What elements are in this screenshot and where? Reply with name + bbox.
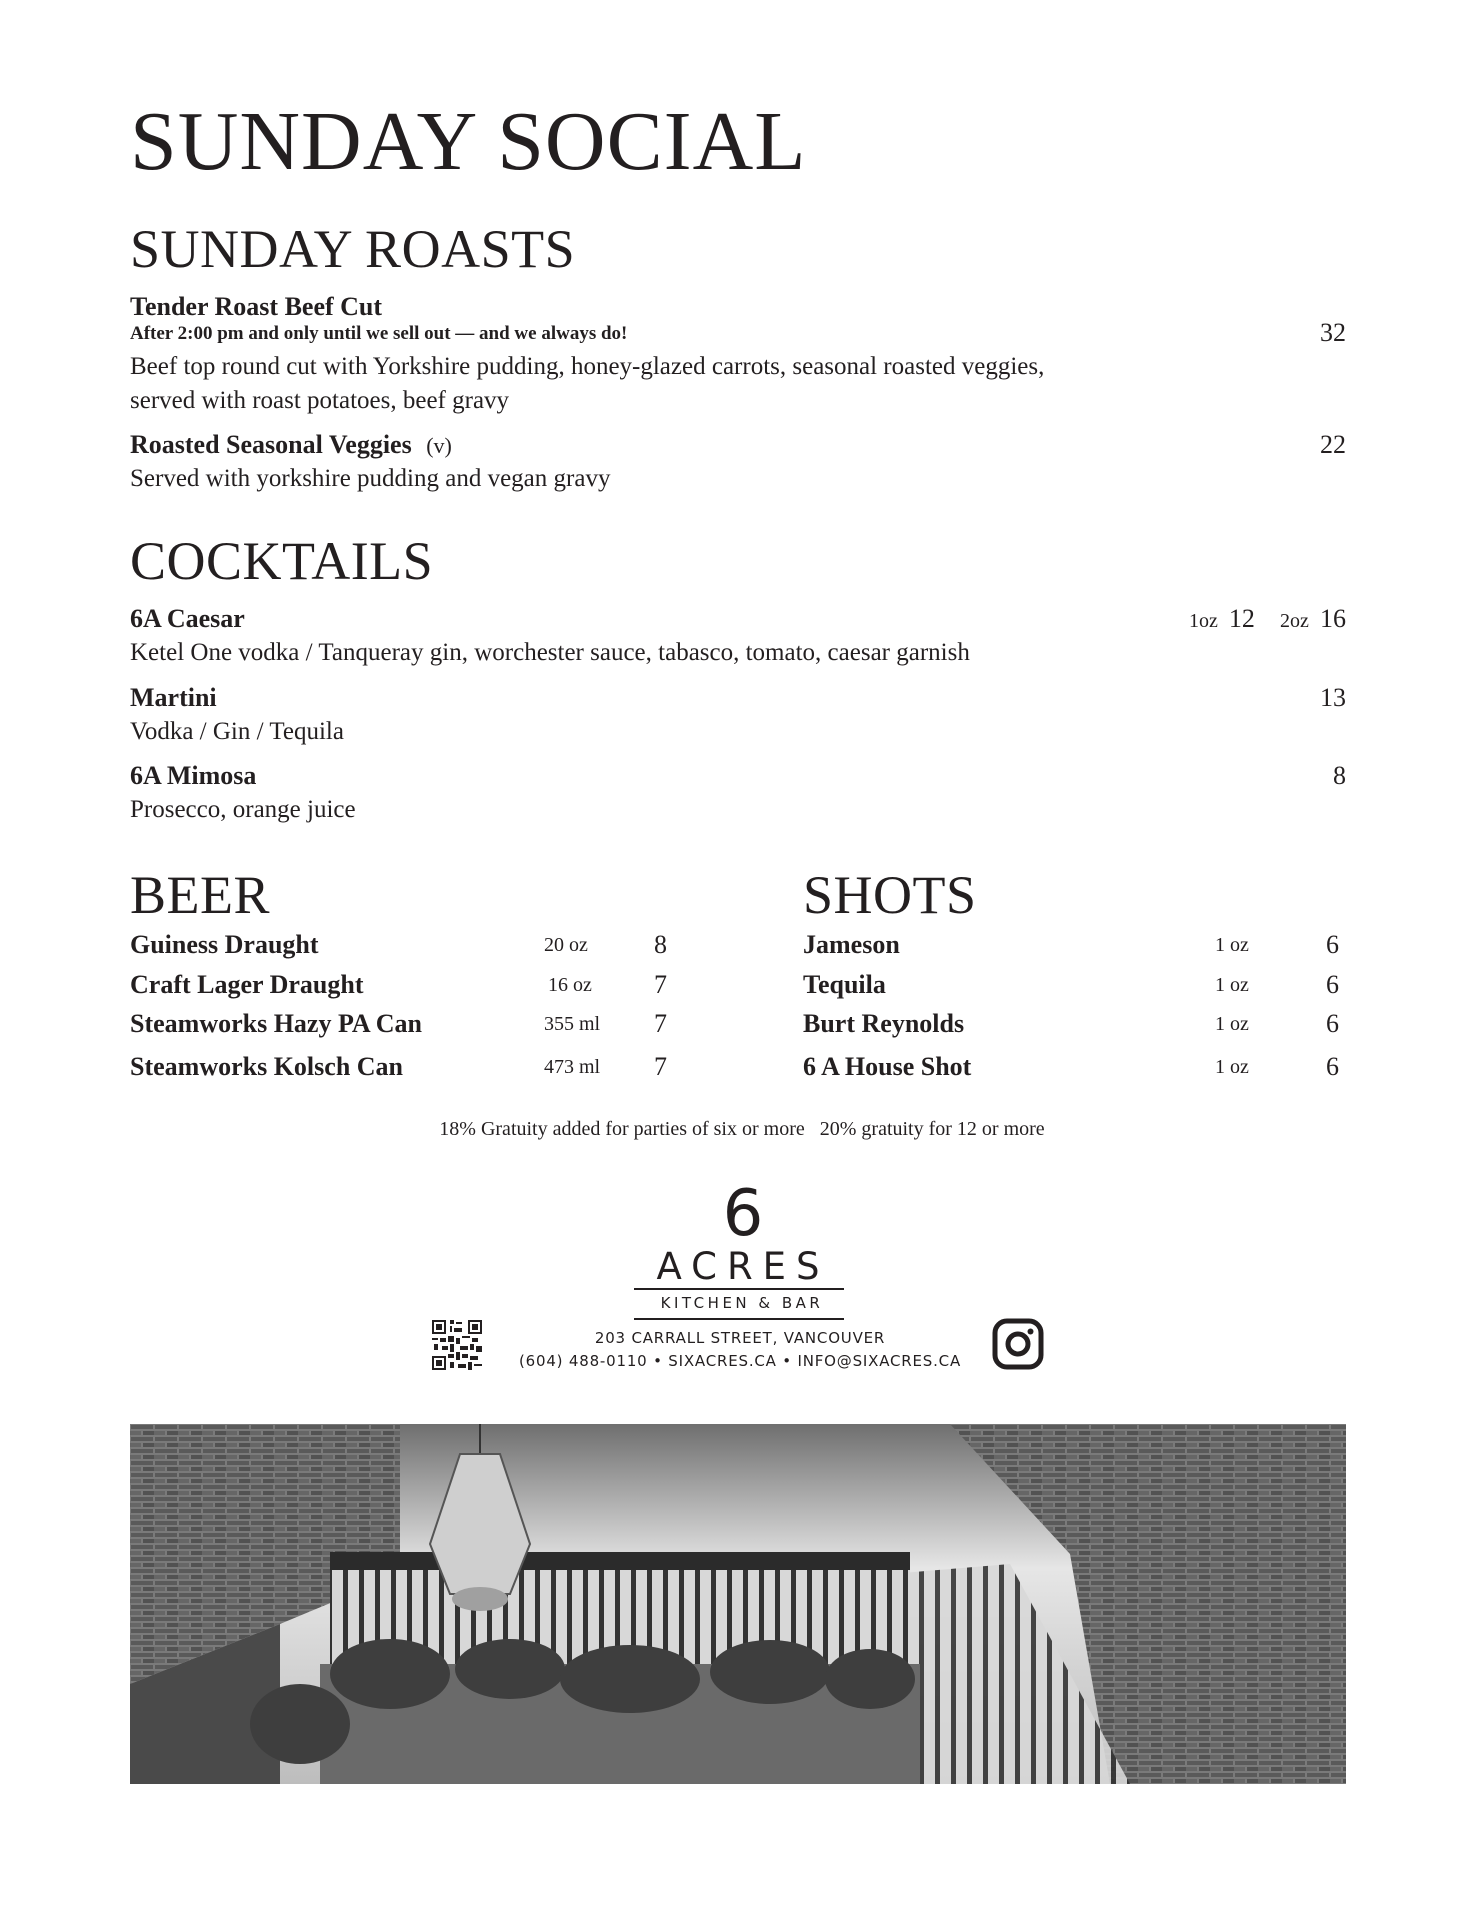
shot-name: 6 A House Shot (803, 1052, 972, 1081)
item-price-caesar (1120, 606, 1346, 632)
beer-size: 355 ml (544, 1013, 601, 1035)
beer-price: 7 (654, 970, 667, 999)
restaurant-interior-photo (130, 1424, 1346, 1784)
list-item-beer (130, 1011, 690, 1041)
item-desc-line-1: Beef top round cut with Yorkshire pudding, honey-glazed carrots, seasonal roasted veggies, (130, 353, 1045, 380)
list-item-shot (803, 1011, 1348, 1041)
item-desc-roast-beef (130, 350, 1230, 418)
logo-acres: ACRES (656, 1245, 830, 1288)
shot-price: 6 (1326, 970, 1339, 999)
item-desc-mimosa: Prosecco, orange juice (130, 796, 356, 823)
shot-name: Burt Reynolds (803, 1009, 965, 1038)
beer-size: 20 oz (544, 934, 588, 956)
shot-name: Tequila (803, 970, 886, 999)
beer-name: Guiness Draught (130, 930, 319, 959)
logo-kitchen-bar: KITCHEN & BAR (660, 1294, 824, 1312)
logo-six: 6 (722, 1177, 764, 1251)
list-item-beer (130, 932, 690, 962)
caesar-price-2: 16 (1320, 604, 1346, 633)
item-desc-martini: Vodka / Gin / Tequila (130, 718, 344, 745)
vegan-tag: (v) (426, 433, 452, 458)
beer-price: 7 (654, 1052, 667, 1081)
beer-name: Steamworks Kolsch Can (130, 1052, 404, 1081)
beer-name: Craft Lager Draught (130, 970, 364, 999)
shot-name: Jameson (803, 930, 900, 959)
list-item-shot (803, 1054, 1348, 1084)
beer-price: 7 (654, 1009, 667, 1038)
shot-price: 6 (1326, 1009, 1339, 1038)
item-name-roast-beef: Tender Roast Beef Cut (130, 292, 383, 321)
shot-price: 6 (1326, 930, 1339, 959)
instagram-icon[interactable] (992, 1318, 1044, 1370)
beer-size: 473 ml (544, 1056, 601, 1078)
caesar-price-1: 12 (1228, 604, 1255, 633)
shot-price: 6 (1326, 1052, 1339, 1081)
address: 203 CARRALL STREET, VANCOUVER (594, 1329, 886, 1347)
item-desc-caesar: Ketel One vodka / Tanqueray gin, worchester sauce, tabasco, tomato, caesar garnish (130, 639, 970, 666)
item-name-mimosa: 6A Mimosa (130, 761, 257, 790)
item-name-veggies (130, 432, 452, 458)
section-heading-shots: SHOTS (803, 865, 977, 925)
contact-line: (604) 488-0110 • SIXACRES.CA • INFO@SIXACRES.CA (519, 1352, 961, 1370)
section-heading-cocktails: COCKTAILS (130, 531, 434, 591)
list-item-beer (130, 972, 690, 1002)
item-note-roast-beef: After 2:00 pm and only until we sell out — and we always do! (130, 323, 628, 344)
beer-price: 8 (654, 930, 667, 959)
beer-name: Steamworks Hazy PA Can (130, 1009, 423, 1038)
item-desc-veggies: Served with yorkshire pudding and vegan gravy (130, 465, 611, 492)
item-price-veggies: 22 (1320, 430, 1346, 459)
shot-size: 1 oz (1215, 1056, 1249, 1078)
shot-size: 1 oz (1215, 1013, 1249, 1035)
list-item-shot (803, 932, 1348, 962)
list-item-beer (130, 1054, 690, 1084)
item-price-mimosa: 8 (1333, 761, 1346, 790)
section-heading-roasts: SUNDAY ROASTS (130, 219, 576, 279)
gratuity-note: 18% Gratuity added for parties of six or more 20% gratuity for 12 or more (439, 1118, 1045, 1140)
logo-rule-top (634, 1288, 844, 1290)
shot-size: 1 oz (1215, 974, 1249, 996)
section-heading-beer: BEER (130, 865, 271, 925)
caesar-size-2: 2oz (1280, 610, 1309, 632)
caesar-size-1: 1oz (1188, 610, 1218, 632)
beer-size: 16 oz (548, 974, 592, 996)
shot-size: 1 oz (1215, 934, 1249, 956)
list-item-shot (803, 972, 1348, 1002)
logo-rule-bottom (634, 1318, 844, 1320)
item-name-martini: Martini (130, 683, 217, 712)
item-name-veggies-text: Roasted Seasonal Veggies (130, 430, 412, 459)
item-price-roast-beef: 32 (1320, 318, 1346, 347)
item-name-caesar: 6A Caesar (130, 604, 245, 633)
page-title: SUNDAY SOCIAL (130, 95, 807, 188)
item-desc-line-2: served with roast potatoes, beef gravy (130, 386, 510, 414)
qr-code-icon (432, 1320, 482, 1370)
item-price-martini: 13 (1320, 683, 1346, 712)
